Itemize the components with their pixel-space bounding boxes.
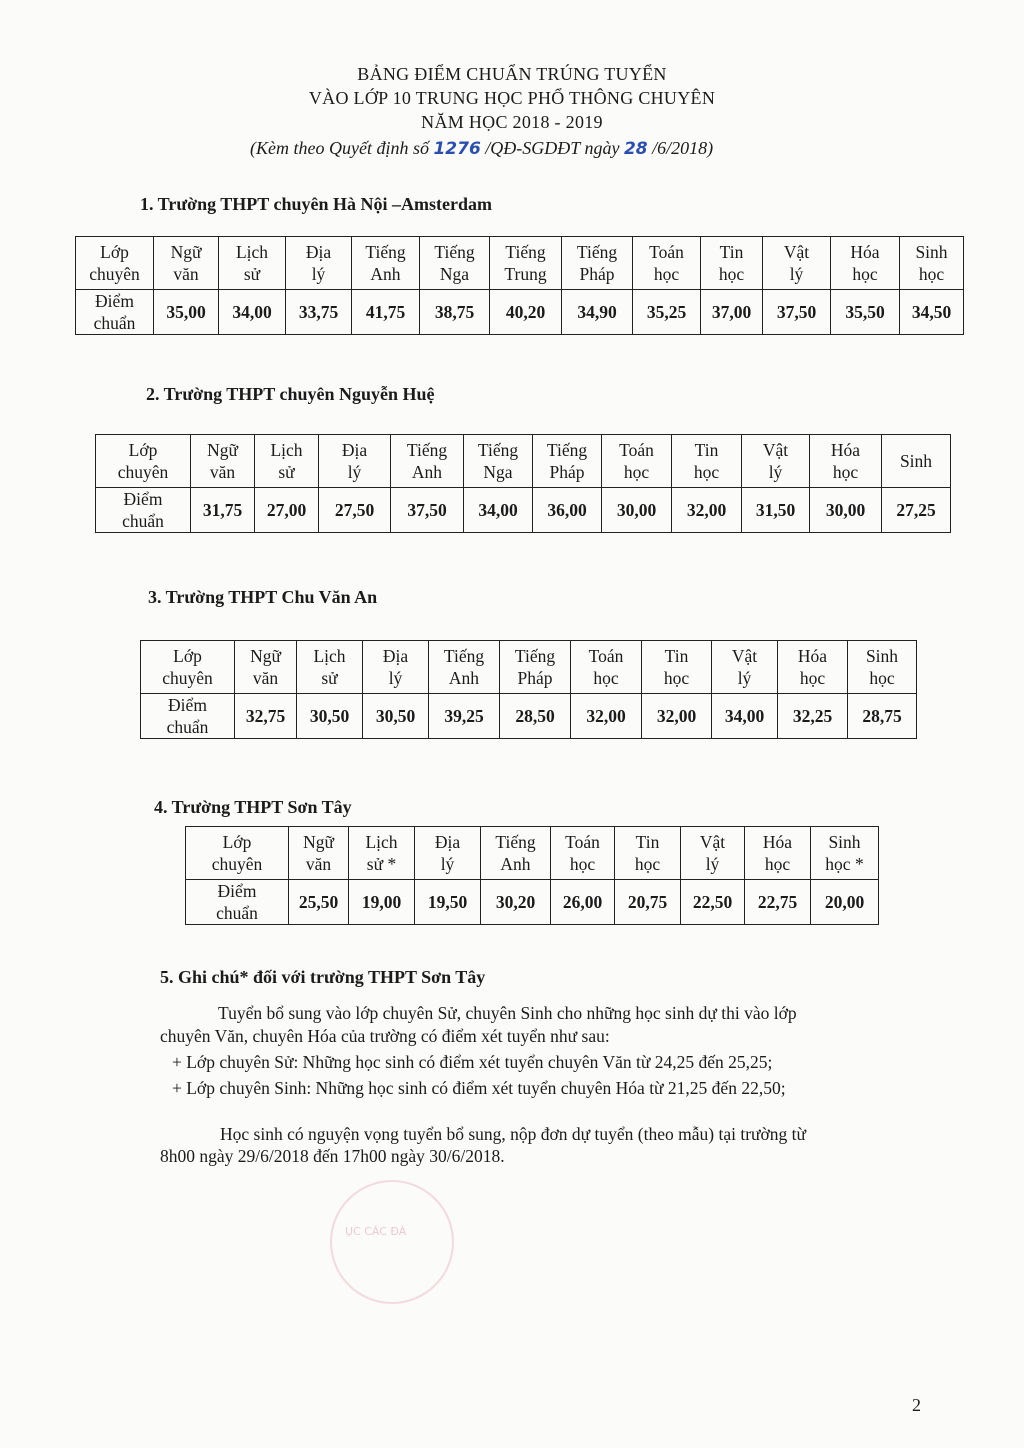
score-cell: 28,75 bbox=[848, 694, 917, 739]
subject-header-line: Tiếng bbox=[406, 440, 448, 460]
subject-header-line: Ngữ bbox=[207, 440, 238, 460]
subject-header bbox=[429, 641, 500, 694]
score-cell: 39,25 bbox=[429, 694, 500, 739]
subject-header bbox=[602, 435, 672, 488]
row-label-diem-chuan-line: Điểm bbox=[95, 291, 134, 311]
score-table-4 bbox=[185, 826, 879, 925]
subject-header-line: văn bbox=[252, 668, 279, 688]
note-bullet-2: + Lớp chuyên Sinh: Những học sinh có điểm xét tuyển chuyên Hóa từ 21,25 đến 22,50; bbox=[172, 1078, 786, 1098]
subject-header bbox=[672, 435, 742, 488]
subject-header-line: Tin bbox=[664, 646, 689, 666]
score-cell: 37,50 bbox=[763, 290, 831, 335]
score-cell: 27,50 bbox=[319, 488, 391, 533]
subject-header bbox=[420, 237, 490, 290]
score-cell: 30,00 bbox=[602, 488, 672, 533]
subject-header-line: Địa bbox=[305, 242, 332, 262]
subject-header-line: học bbox=[852, 264, 878, 284]
score-cell: 27,25 bbox=[882, 488, 951, 533]
subject-header bbox=[571, 641, 642, 694]
score-cell: 37,00 bbox=[701, 290, 763, 335]
subject-header-line: học * bbox=[825, 854, 864, 874]
row-label-diem-chuan bbox=[141, 694, 235, 739]
subject-header-line: Hóa bbox=[762, 832, 793, 852]
subject-header bbox=[363, 641, 429, 694]
subject-header-line: Tiếng bbox=[576, 242, 618, 262]
subject-header bbox=[712, 641, 778, 694]
note-paragraph-1-line-2: chuyên Văn, chuyên Hóa của trường có điểm xét tuyển như sau: bbox=[160, 1026, 610, 1046]
subject-header-line: Ngữ bbox=[303, 832, 334, 852]
section-heading-3: 3. Trường THPT Chu Văn An bbox=[148, 587, 378, 607]
subject-header-line: Nga bbox=[483, 462, 513, 482]
row-label-diem-chuan-line: chuẩn bbox=[166, 717, 209, 737]
row-label-diem-chuan-line: chuẩn bbox=[122, 511, 164, 531]
subject-header-line: Vật bbox=[762, 440, 789, 460]
subject-header-line: học bbox=[569, 854, 596, 874]
row-label-diem-chuan bbox=[96, 488, 191, 533]
score-cell: 20,75 bbox=[615, 880, 681, 925]
subject-header-line: Anh bbox=[500, 854, 531, 874]
subject-header bbox=[681, 827, 745, 880]
subject-header bbox=[464, 435, 533, 488]
row-label-lop-chuyen-line: Lớp bbox=[100, 242, 129, 262]
subject-header-line: Pháp bbox=[517, 668, 553, 688]
subject-header bbox=[255, 435, 319, 488]
subject-header bbox=[349, 827, 415, 880]
subject-header-line: Lịch bbox=[235, 242, 269, 262]
subject-header-line: văn bbox=[305, 854, 332, 874]
row-label-lop-chuyen-line: chuyên bbox=[211, 854, 263, 874]
subject-header-line: Tiếng bbox=[365, 242, 406, 262]
subject-header-line: Vật bbox=[731, 646, 758, 666]
score-table-3 bbox=[140, 640, 917, 739]
row-label-diem-chuan-line: chuẩn bbox=[216, 903, 258, 923]
score-cell: 34,90 bbox=[562, 290, 633, 335]
value-row bbox=[186, 880, 879, 925]
subject-header-line: Tin bbox=[719, 242, 744, 262]
subject-header-line: Địa bbox=[341, 440, 368, 460]
subject-header-line: học bbox=[832, 462, 859, 482]
score-cell: 34,00 bbox=[219, 290, 286, 335]
subject-header-line: Địa bbox=[382, 646, 409, 666]
row-label-lop-chuyen bbox=[76, 237, 154, 290]
subject-header bbox=[415, 827, 481, 880]
subject-header-line: Tiếng bbox=[477, 440, 519, 460]
subject-header-line: lý bbox=[737, 668, 752, 688]
section-heading-2: 2. Trường THPT chuyên Nguyễn Huệ bbox=[146, 384, 435, 404]
decision-middle: /QĐ-SGDĐT ngày bbox=[480, 138, 624, 158]
subject-header-line: Tiếng bbox=[443, 646, 485, 666]
subject-header-line: Lịch bbox=[313, 646, 346, 666]
subject-header bbox=[297, 641, 363, 694]
title-line-3: NĂM HỌC 2018 - 2019 bbox=[421, 112, 603, 132]
subject-header-line: Tiếng bbox=[505, 242, 546, 262]
score-cell: 30,20 bbox=[481, 880, 551, 925]
subject-header-line: sử bbox=[278, 462, 295, 482]
row-label-diem-chuan-line: Điểm bbox=[168, 695, 207, 715]
subject-header-line: Pháp bbox=[549, 462, 585, 482]
subject-header bbox=[391, 435, 464, 488]
subject-header-line: học bbox=[693, 462, 720, 482]
header-row bbox=[76, 237, 964, 290]
subject-header bbox=[154, 237, 219, 290]
subject-header-line: Địa bbox=[434, 832, 461, 852]
score-cell: 20,00 bbox=[811, 880, 879, 925]
faded-seal-text: ỤC CÁC ĐÀ bbox=[345, 1225, 407, 1238]
subject-header-line: học bbox=[623, 462, 650, 482]
header-row bbox=[186, 827, 879, 880]
score-cell: 37,50 bbox=[391, 488, 464, 533]
score-cell: 32,00 bbox=[571, 694, 642, 739]
decision-suffix: /6/2018) bbox=[647, 138, 714, 158]
subject-header bbox=[810, 435, 882, 488]
score-cell: 25,50 bbox=[289, 880, 349, 925]
subject-header-line: Ngữ bbox=[250, 646, 281, 666]
score-cell: 32,00 bbox=[672, 488, 742, 533]
subject-header bbox=[551, 827, 615, 880]
subject-header bbox=[900, 237, 964, 290]
subject-header-line: lý bbox=[789, 264, 804, 284]
subject-header bbox=[831, 237, 900, 290]
subject-header-line: Sinh bbox=[865, 646, 899, 666]
subject-header-line: học bbox=[764, 854, 791, 874]
subject-header-line: Sinh bbox=[899, 451, 933, 471]
subject-header-line: lý bbox=[768, 462, 783, 482]
row-label-lop-chuyen-line: chuyên bbox=[89, 264, 140, 284]
score-cell: 30,50 bbox=[363, 694, 429, 739]
score-cell: 35,00 bbox=[154, 290, 219, 335]
subject-header-line: Anh bbox=[448, 668, 480, 688]
subject-header-line: lý bbox=[440, 854, 455, 874]
subject-header-line: học bbox=[653, 264, 680, 284]
subject-header-line: học bbox=[869, 668, 895, 688]
subject-header bbox=[642, 641, 712, 694]
score-cell: 32,25 bbox=[778, 694, 848, 739]
title-line-1: BẢNG ĐIỂM CHUẨN TRÚNG TUYỂN bbox=[357, 64, 667, 84]
subject-header-line: Vật bbox=[783, 242, 810, 262]
subject-header-line: Toán bbox=[588, 646, 624, 666]
score-cell: 30,50 bbox=[297, 694, 363, 739]
subject-header-line: lý bbox=[347, 462, 362, 482]
score-cell: 35,50 bbox=[831, 290, 900, 335]
subject-header-line: sử bbox=[243, 264, 261, 284]
score-cell: 31,75 bbox=[191, 488, 255, 533]
subject-header-line: Nga bbox=[439, 264, 470, 284]
subject-header bbox=[562, 237, 633, 290]
score-cell: 31,50 bbox=[742, 488, 810, 533]
subject-header bbox=[882, 435, 951, 488]
row-label-lop-chuyen bbox=[186, 827, 289, 880]
score-cell: 34,50 bbox=[900, 290, 964, 335]
subject-header-line: văn bbox=[173, 264, 199, 284]
subject-header-line: học bbox=[918, 264, 945, 284]
subject-header bbox=[811, 827, 879, 880]
row-label-diem-chuan-line: Điểm bbox=[217, 881, 257, 901]
score-cell: 28,50 bbox=[500, 694, 571, 739]
decision-reference bbox=[250, 138, 713, 159]
subject-header-line: học bbox=[634, 854, 661, 874]
note-paragraph-2-line-2: 8h00 ngày 29/6/2018 đến 17h00 ngày 30/6/2018. bbox=[160, 1146, 505, 1166]
row-label-lop-chuyen-line: Lớp bbox=[128, 440, 158, 460]
section-heading-1: 1. Trường THPT chuyên Hà Nội –Amsterdam bbox=[140, 194, 492, 214]
subject-header bbox=[533, 435, 602, 488]
subject-header-line: Toán bbox=[649, 242, 684, 262]
score-cell: 35,25 bbox=[633, 290, 701, 335]
value-row bbox=[96, 488, 951, 533]
subject-header bbox=[352, 237, 420, 290]
subject-header-line: học bbox=[663, 668, 690, 688]
subject-header-line: Anh bbox=[370, 264, 401, 284]
value-row bbox=[76, 290, 964, 335]
subject-header-line: Anh bbox=[411, 462, 443, 482]
subject-header-line: Lịch bbox=[365, 832, 398, 852]
subject-header-line: Tiếng bbox=[546, 440, 588, 460]
subject-header bbox=[848, 641, 917, 694]
subject-header-line: lý bbox=[388, 668, 403, 688]
subject-header-line: học bbox=[799, 668, 826, 688]
subject-header bbox=[490, 237, 562, 290]
row-label-diem-chuan bbox=[76, 290, 154, 335]
subject-header-line: văn bbox=[209, 462, 236, 482]
subject-header bbox=[633, 237, 701, 290]
decision-prefix: (Kèm theo Quyết định số bbox=[250, 138, 434, 158]
value-row bbox=[141, 694, 917, 739]
subject-header-line: Tiếng bbox=[514, 646, 556, 666]
note-bullet-1: + Lớp chuyên Sử: Những học sinh có điểm xét tuyển chuyên Văn từ 24,25 đến 25,25; bbox=[172, 1052, 773, 1072]
subject-header bbox=[701, 237, 763, 290]
subject-header bbox=[319, 435, 391, 488]
subject-header-line: lý bbox=[705, 854, 720, 874]
score-cell: 32,75 bbox=[235, 694, 297, 739]
subject-header-line: sử bbox=[321, 668, 338, 688]
decision-number: 1276 bbox=[433, 139, 481, 159]
row-label-lop-chuyen-line: Lớp bbox=[222, 832, 252, 852]
page-number: 2 bbox=[912, 1395, 921, 1415]
subject-header-line: Tin bbox=[694, 440, 719, 460]
score-cell: 40,20 bbox=[490, 290, 562, 335]
row-label-diem-chuan-line: Điểm bbox=[123, 489, 163, 509]
subject-header-line: Hóa bbox=[850, 242, 880, 262]
score-cell: 30,00 bbox=[810, 488, 882, 533]
subject-header bbox=[286, 237, 352, 290]
subject-header bbox=[763, 237, 831, 290]
subject-header-line: Vật bbox=[699, 832, 726, 852]
subject-header bbox=[219, 237, 286, 290]
subject-header-line: lý bbox=[311, 264, 326, 284]
notes-heading: 5. Ghi chú* đối với trường THPT Sơn Tây bbox=[160, 967, 486, 987]
score-cell: 32,00 bbox=[642, 694, 712, 739]
score-cell: 41,75 bbox=[352, 290, 420, 335]
score-cell: 34,00 bbox=[464, 488, 533, 533]
subject-header-line: Ngữ bbox=[170, 242, 202, 262]
subject-header bbox=[289, 827, 349, 880]
subject-header-line: Tiếng bbox=[434, 242, 475, 262]
header-row bbox=[96, 435, 951, 488]
section-heading-4: 4. Trường THPT Sơn Tây bbox=[154, 797, 352, 817]
row-label-lop-chuyen bbox=[141, 641, 235, 694]
subject-header-line: Hóa bbox=[797, 646, 828, 666]
row-label-lop-chuyen-line: chuyên bbox=[117, 462, 169, 482]
score-cell: 34,00 bbox=[712, 694, 778, 739]
row-label-lop-chuyen-line: chuyên bbox=[162, 668, 213, 688]
subject-header bbox=[778, 641, 848, 694]
score-cell: 22,75 bbox=[745, 880, 811, 925]
row-label-diem-chuan bbox=[186, 880, 289, 925]
score-cell: 26,00 bbox=[551, 880, 615, 925]
subject-header-line: học bbox=[718, 264, 745, 284]
subject-header bbox=[500, 641, 571, 694]
score-cell: 36,00 bbox=[533, 488, 602, 533]
score-table-1 bbox=[75, 236, 964, 335]
row-label-lop-chuyen-line: Lớp bbox=[173, 646, 202, 666]
subject-header bbox=[742, 435, 810, 488]
subject-header-line: Tin bbox=[635, 832, 660, 852]
subject-header bbox=[481, 827, 551, 880]
score-cell: 27,00 bbox=[255, 488, 319, 533]
row-label-diem-chuan-line: chuẩn bbox=[93, 313, 136, 333]
subject-header-line: Hóa bbox=[830, 440, 861, 460]
subject-header-line: Sinh bbox=[828, 832, 861, 852]
subject-header bbox=[235, 641, 297, 694]
subject-header-line: Toán bbox=[619, 440, 654, 460]
subject-header-line: Pháp bbox=[579, 264, 615, 284]
score-cell: 38,75 bbox=[420, 290, 490, 335]
subject-header-line: Sinh bbox=[915, 242, 948, 262]
score-cell: 33,75 bbox=[286, 290, 352, 335]
subject-header bbox=[191, 435, 255, 488]
title-line-2: VÀO LỚP 10 TRUNG HỌC PHỔ THÔNG CHUYÊN bbox=[308, 88, 716, 108]
subject-header-line: Trung bbox=[504, 264, 547, 284]
score-cell: 19,00 bbox=[349, 880, 415, 925]
faded-seal bbox=[330, 1180, 454, 1304]
subject-header-line: Tiếng bbox=[495, 832, 536, 852]
subject-header-line: Lịch bbox=[270, 440, 303, 460]
subject-header-line: học bbox=[593, 668, 619, 688]
subject-header bbox=[745, 827, 811, 880]
header-row bbox=[141, 641, 917, 694]
subject-header-line: Toán bbox=[565, 832, 600, 852]
decision-day: 28 bbox=[623, 139, 648, 159]
subject-header-line: sử * bbox=[366, 854, 397, 874]
row-label-lop-chuyen bbox=[96, 435, 191, 488]
score-table-2 bbox=[95, 434, 951, 533]
note-paragraph-1-line-1: Tuyển bổ sung vào lớp chuyên Sử, chuyên Sinh cho những học sinh dự thi vào lớp bbox=[218, 1003, 797, 1023]
subject-header bbox=[615, 827, 681, 880]
score-cell: 22,50 bbox=[681, 880, 745, 925]
note-paragraph-2-line-1: Học sinh có nguyện vọng tuyển bổ sung, nộp đơn dự tuyển (theo mẫu) tại trường từ bbox=[220, 1124, 806, 1144]
score-cell: 19,50 bbox=[415, 880, 481, 925]
